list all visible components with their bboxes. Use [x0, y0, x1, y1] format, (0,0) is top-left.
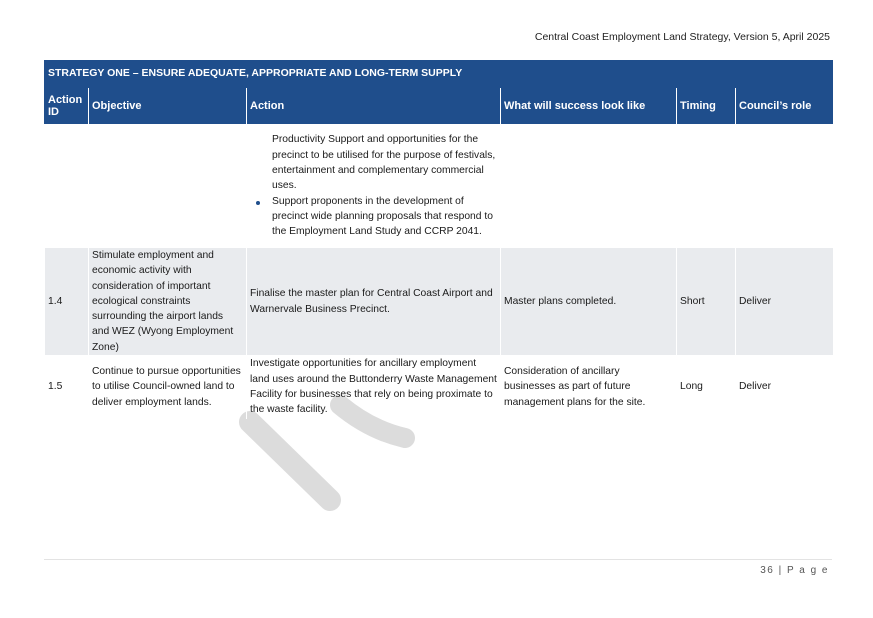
cell-action-id: 1.5 — [45, 355, 89, 419]
column-header-role: Council’s role — [736, 88, 833, 125]
cell-role: Deliver — [736, 248, 833, 355]
cell-success — [501, 124, 677, 248]
table-row — [45, 248, 833, 355]
column-header-success: What will success look like — [501, 88, 677, 125]
cell-action — [247, 124, 501, 248]
cell-role — [736, 124, 833, 248]
strategy-table — [44, 60, 833, 419]
cell-success: Master plans completed. — [501, 248, 677, 355]
cell-action-id: 1.4 — [45, 248, 89, 355]
action-bullet-item: Productivity Support and opportunities for the precinct to be utilised for the purpose of festivals, entertainment and complementary commercial uses. — [272, 134, 496, 192]
footer-divider — [44, 559, 832, 560]
table-title-row — [45, 61, 833, 88]
action-bullet-item: Support proponents in the development of precinct wide planning proposals that respond to the Employment Land Study and CCRP 2041. — [272, 194, 497, 240]
cell-objective: Stimulate employment and economic activity with consideration of important ecological constraints surrounding the airport lands and WEZ (Wyong Employment Zone) — [89, 248, 247, 355]
column-header-timing: Timing — [677, 88, 736, 125]
cell-action-id — [45, 124, 89, 248]
cell-objective: Continue to pursue opportunities to utilise Council-owned land to deliver employment lands. — [89, 355, 247, 419]
cell-objective — [89, 124, 247, 248]
action-bullet-list — [250, 132, 497, 239]
cell-role: Deliver — [736, 355, 833, 419]
table-title: STRATEGY ONE – ENSURE ADEQUATE, APPROPRIATE AND LONG-TERM SUPPLY — [45, 61, 833, 88]
cell-timing: Long — [677, 355, 736, 419]
column-header-action-id: Action ID — [45, 88, 89, 125]
table-row — [45, 355, 833, 419]
column-header-objective: Objective — [89, 88, 247, 125]
page-number: 36 | P a g e — [760, 565, 829, 576]
column-header-action: Action — [247, 88, 501, 125]
cell-timing — [677, 124, 736, 248]
document-header-title: Central Coast Employment Land Strategy, Version 5, April 2025 — [534, 31, 830, 43]
cell-timing: Short — [677, 248, 736, 355]
table-header-row — [45, 88, 833, 125]
cell-action: Finalise the master plan for Central Coast Airport and Warnervale Business Precinct. — [247, 248, 501, 355]
cell-action: Investigate opportunities for ancillary employment land uses around the Buttonderry Waste Management Facility for businesses that rely on being proximate to the waste facility. — [247, 355, 501, 419]
table-row — [45, 124, 833, 248]
cell-success: Consideration of ancillary businesses as part of future management plans for the site. — [501, 355, 677, 419]
